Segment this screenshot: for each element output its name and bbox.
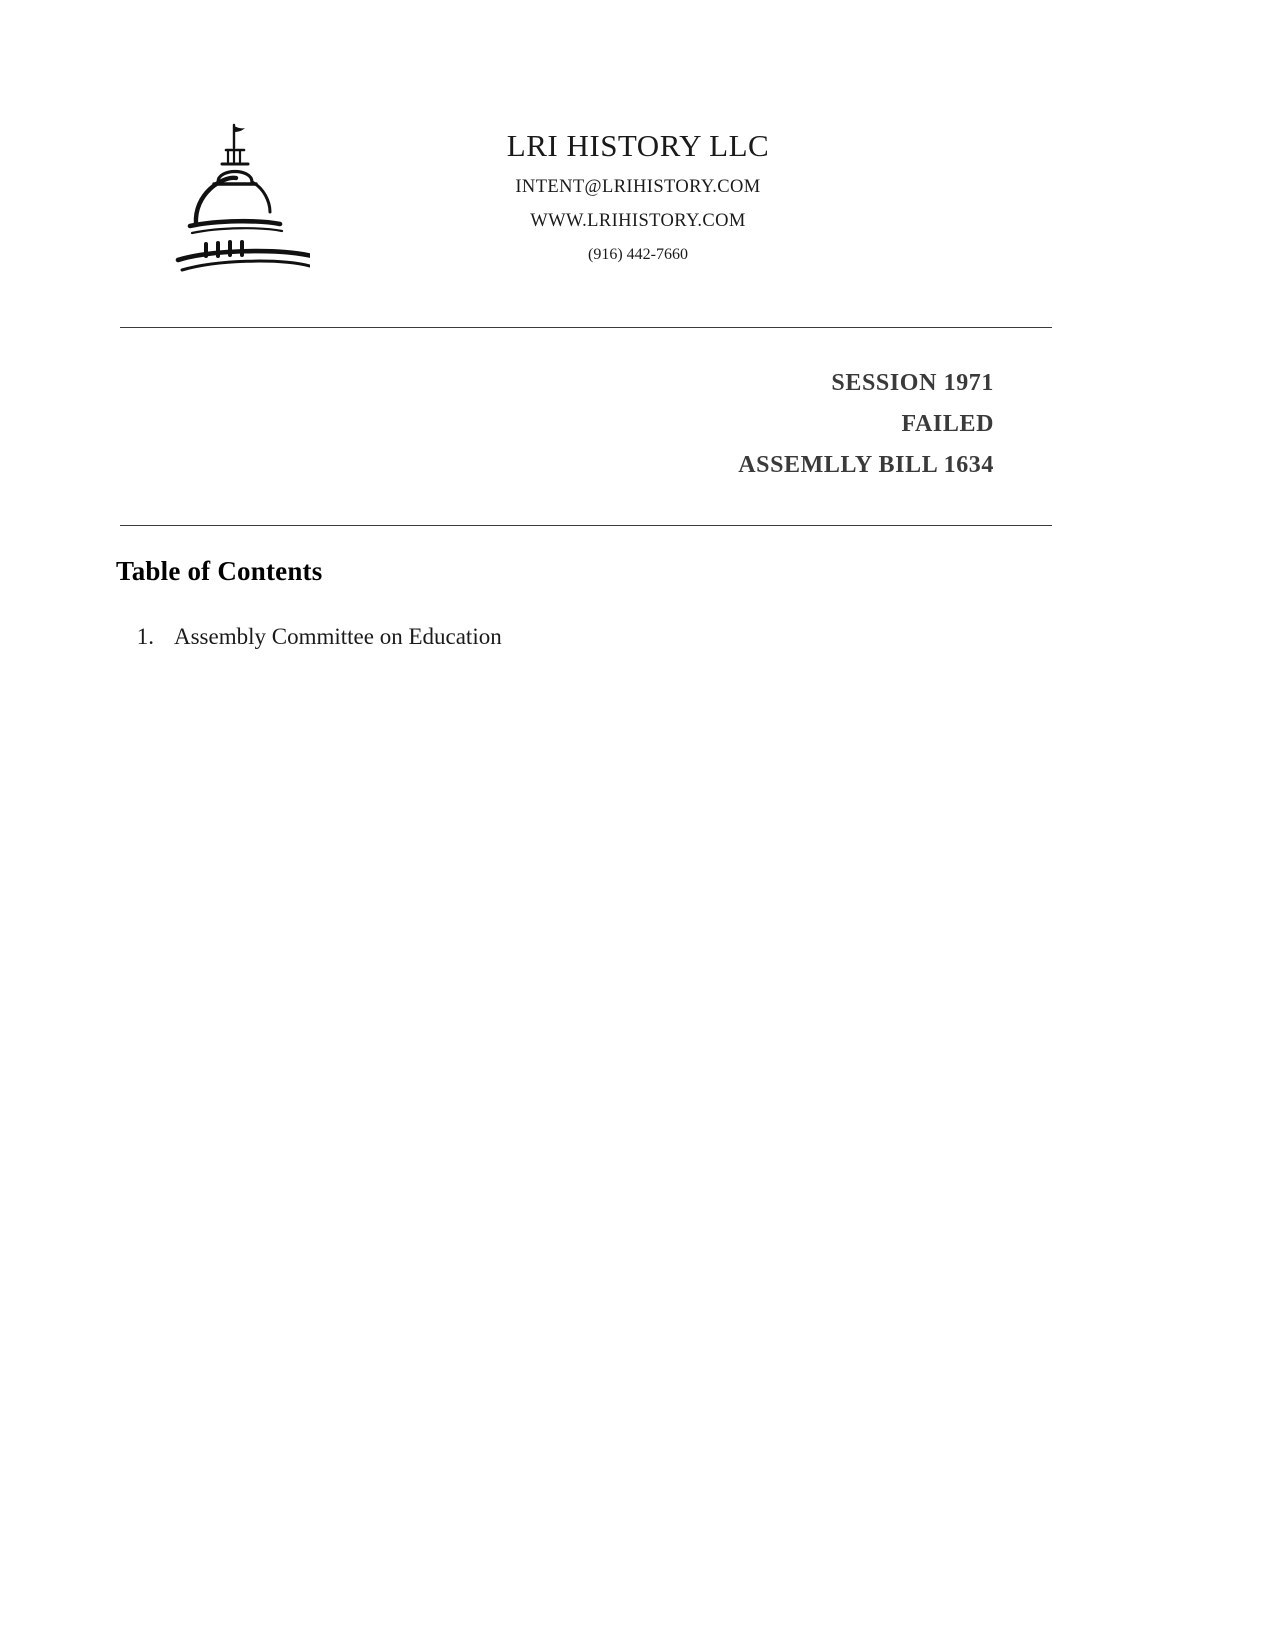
session-bill: ASSEMLLY BILL 1634 — [738, 452, 994, 478]
org-website[interactable]: WWW.LRIHISTORY.COM — [530, 211, 746, 231]
session-heading — [120, 363, 994, 486]
org-info — [350, 110, 1156, 264]
capitol-dome-logo-icon — [160, 120, 310, 285]
org-name: LRI HISTORY LLC — [506, 128, 770, 163]
list-item[interactable] — [116, 620, 1016, 654]
org-phone: (916) 442-7660 — [588, 246, 688, 263]
org-email[interactable]: INTENT@LRIHISTORY.COM — [515, 177, 761, 197]
letterhead — [120, 110, 1156, 285]
header-divider-bottom — [120, 525, 1052, 526]
session-year: SESSION 1971 — [831, 370, 994, 396]
session-status: FAILED — [901, 411, 994, 437]
table-of-contents-list — [116, 620, 1016, 654]
header-divider-top — [120, 327, 1052, 328]
logo-container — [120, 110, 350, 285]
table-of-contents-title: Table of Contents — [116, 556, 323, 586]
list-item-number: 1. — [136, 624, 154, 649]
list-item-label: Assembly Committee on Education — [174, 624, 502, 649]
